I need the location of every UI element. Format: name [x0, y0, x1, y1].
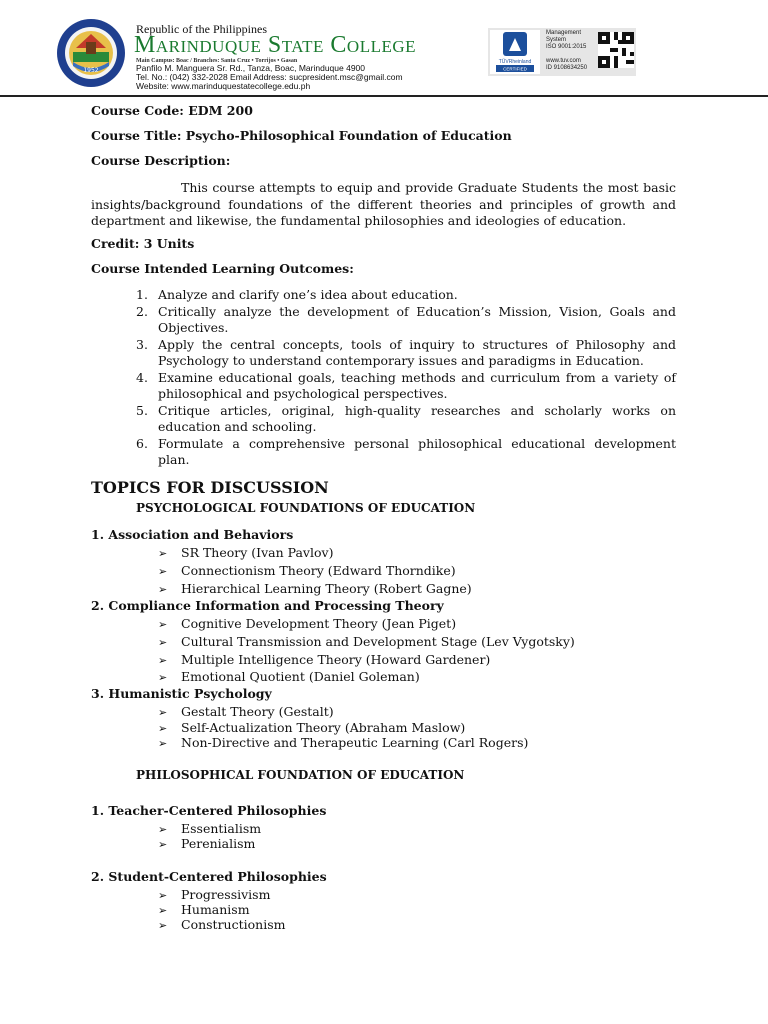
course-code: Course Code: EDM 200	[91, 103, 253, 118]
topic-item: ➢ Cultural Transmission and Development Stage (Lev Vygotsky)	[158, 634, 575, 649]
list-item: 6. Formulate a comprehensive personal philosophical educational development plan.	[136, 435, 676, 467]
cert-line-4: www.tuv.com	[546, 58, 581, 64]
qr-code-icon	[598, 32, 634, 68]
list-item: 5. Critique articles, original, high-quality researches and scholarly works on education and schooling.	[136, 402, 676, 434]
topic-item: ➢ Humanism	[158, 902, 250, 917]
arrow-bullet-icon: ➢	[158, 618, 168, 631]
course-title: Course Title: Psycho-Philosophical Foundation of Education	[91, 128, 512, 143]
arrow-bullet-icon: ➢	[158, 583, 168, 596]
arrow-bullet-icon: ➢	[158, 838, 168, 851]
topic-item: ➢ Gestalt Theory (Gestalt)	[158, 704, 334, 719]
course-description-label: Course Description:	[91, 153, 231, 168]
arrow-bullet-icon: ➢	[158, 671, 168, 684]
arrow-bullet-icon: ➢	[158, 706, 168, 719]
topic-group-title: 2. Student-Centered Philosophies	[91, 869, 327, 884]
topic-group-title: 1. Association and Behaviors	[91, 527, 294, 542]
topic-item: ➢ Self-Actualization Theory (Abraham Maslow)	[158, 720, 466, 735]
cert-line-2: System	[546, 37, 567, 43]
topic-item: ➢ Progressivism	[158, 887, 271, 902]
topic-group-title: 3. Humanistic Psychology	[91, 686, 272, 701]
arrow-bullet-icon: ➢	[158, 919, 168, 932]
tuv-logo	[490, 30, 540, 74]
topic-item: ➢ Non-Directive and Therapeutic Learning (Carl Rogers)	[158, 735, 529, 750]
tuv-certified: CERTIFIED	[503, 66, 527, 72]
header-divider	[0, 95, 768, 97]
topic-item: ➢ Essentialism	[158, 821, 262, 836]
topic-item: ➢ Connectionism Theory (Edward Thorndike)	[158, 563, 456, 578]
psych-foundations-heading: PSYCHOLOGICAL FOUNDATIONS OF EDUCATION	[136, 501, 476, 515]
topics-heading: TOPICS FOR DISCUSSION	[91, 478, 329, 497]
topic-group-title: 2. Compliance Information and Processing Theory	[91, 598, 444, 613]
contact-line: Tel. No.: (042) 332-2028 Email Address: sucpresident.msc@gmail.com	[136, 72, 403, 82]
outcomes-list	[136, 287, 676, 469]
topic-group-title: 1. Teacher-Centered Philosophies	[91, 803, 327, 818]
arrow-bullet-icon: ➢	[158, 823, 168, 836]
arrow-bullet-icon: ➢	[158, 904, 168, 917]
arrow-bullet-icon: ➢	[158, 889, 168, 902]
cert-line-1: Management	[546, 30, 582, 36]
topic-item: ➢ SR Theory (Ivan Pavlov)	[158, 545, 334, 560]
topic-item: ➢ Cognitive Development Theory (Jean Piget)	[158, 616, 457, 631]
arrow-bullet-icon: ➢	[158, 547, 168, 560]
website-line: Website: www.marinduquestatecollege.edu.ph	[136, 81, 311, 91]
college-name: Marinduque State College	[134, 32, 417, 58]
course-description-text: This course attempts to equip and provide Graduate Students the most basic insights/background foundations of the different theories and principles of growth and department and likewise, the fundamental philosophies and ideologies of education.	[91, 180, 676, 228]
arrow-bullet-icon: ➢	[158, 737, 168, 750]
cert-line-3: ISO 9001:2015	[546, 44, 587, 50]
list-item: 3. Apply the central concepts, tools of inquiry to structures of Philosophy and Psychology to understand contemporary issues and paradigms in Education.	[136, 336, 676, 368]
topic-item: ➢ Emotional Quotient (Daniel Goleman)	[158, 669, 420, 684]
tuv-brand: TÜVRheinland	[498, 59, 532, 65]
list-item: 1. Analyze and clarify one’s idea about education.	[136, 287, 458, 302]
campus-line: Main Campus: Boac / Branches: Santa Cruz • Torrijos • Gasan	[136, 58, 298, 64]
cert-line-5: ID 9108634250	[546, 65, 588, 71]
credit-units: Credit: 3 Units	[91, 236, 195, 251]
list-item: 4. Examine educational goals, teaching methods and curriculum from a variety of philosophical and psychological perspectives.	[136, 369, 676, 401]
iso-certification-badge	[488, 28, 636, 76]
republic-line: Republic of the Philippines	[136, 22, 267, 36]
college-seal-logo	[56, 18, 126, 88]
arrow-bullet-icon: ➢	[158, 636, 168, 649]
topic-item: ➢ Hierarchical Learning Theory (Robert Gagne)	[158, 581, 472, 596]
course-description	[91, 180, 676, 230]
arrow-bullet-icon: ➢	[158, 654, 168, 667]
topic-item: ➢ Perenialism	[158, 836, 256, 851]
seal-year: 1952	[83, 67, 99, 74]
outcomes-label: Course Intended Learning Outcomes:	[91, 261, 354, 276]
address-line: Panfilo M. Manguera Sr. Rd., Tanza, Boac, Marinduque 4900	[136, 63, 366, 73]
arrow-bullet-icon: ➢	[158, 722, 168, 735]
arrow-bullet-icon: ➢	[158, 565, 168, 578]
topic-item: ➢ Multiple Intelligence Theory (Howard Gardener)	[158, 652, 491, 667]
phil-foundations-heading: PHILOSOPHICAL FOUNDATION OF EDUCATION	[136, 768, 465, 782]
topic-item: ➢ Constructionism	[158, 917, 286, 932]
letterhead	[0, 0, 768, 96]
list-item: 2. Critically analyze the development of Education’s Mission, Vision, Goals and Objectives.	[136, 303, 676, 335]
